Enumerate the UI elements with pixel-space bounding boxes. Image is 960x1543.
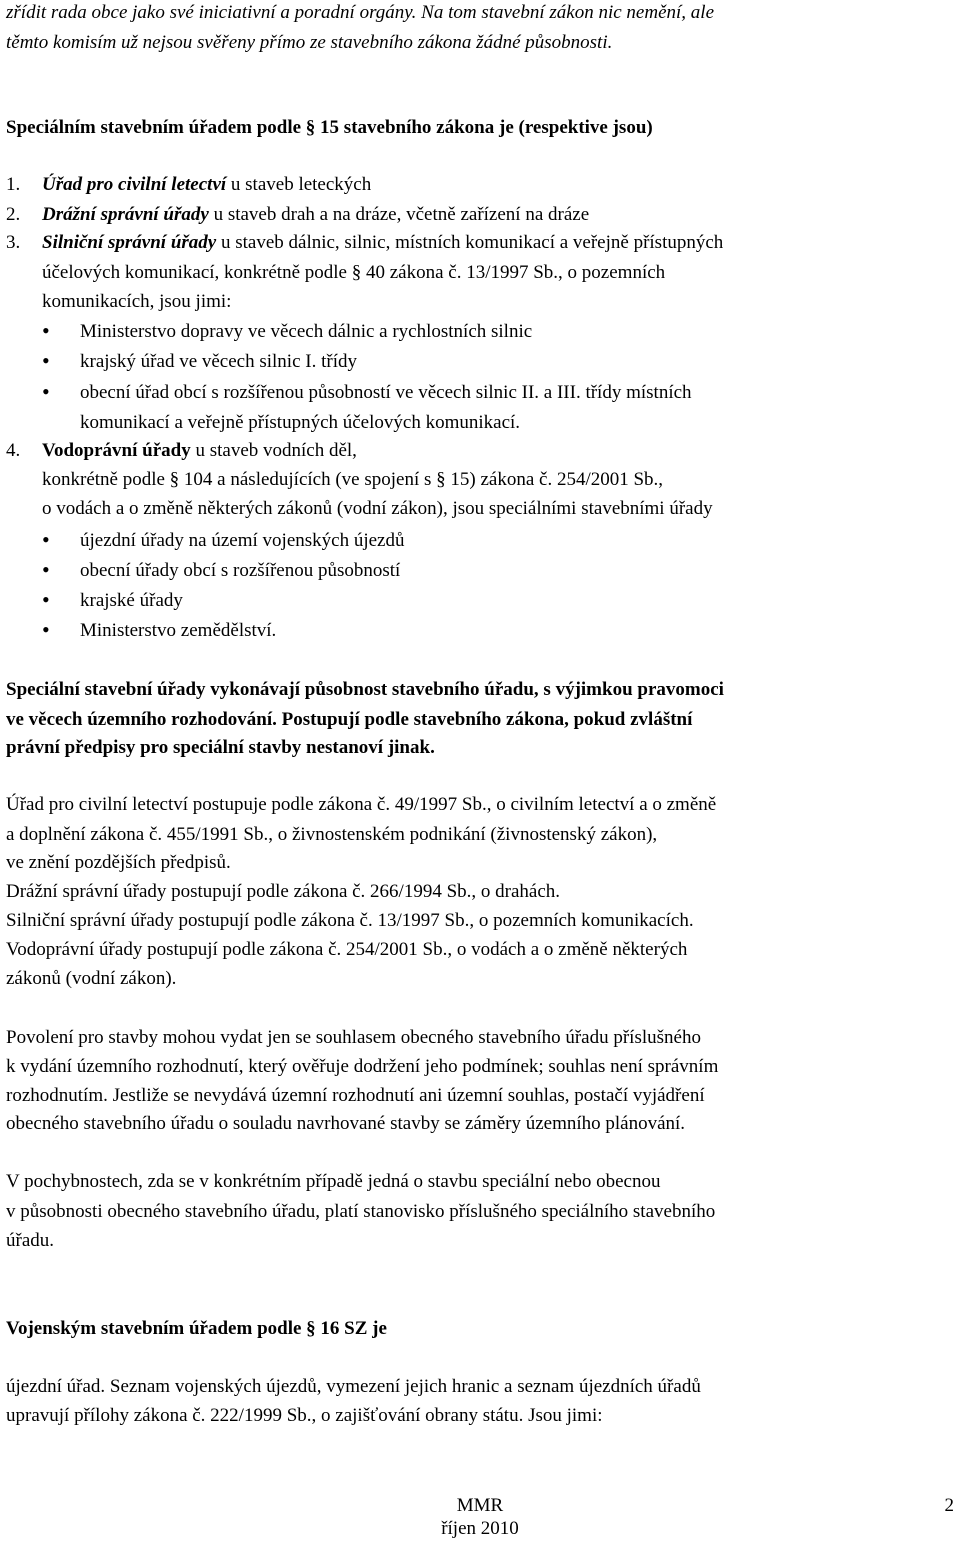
list-item-3-line-3: komunikacích, jsou jimi: bbox=[42, 291, 232, 312]
list-item-3-bullet-3-cont: komunikací a veřejně přístupných účelových komunikací. bbox=[80, 412, 521, 433]
permit-line-1: Povolení pro stavby mohou vydat jen se souhlasem obecného stavebního úřadu příslušného bbox=[6, 1027, 701, 1048]
list-item-4-title: Vodoprávní úřady bbox=[42, 440, 191, 461]
doubt-line-3: úřadu. bbox=[6, 1230, 55, 1251]
laws-line-5: Silniční správní úřady postupují podle zákona č. 13/1997 Sb., o pozemních komunikacích. bbox=[6, 910, 694, 931]
list-item-1-title: Úřad pro civilní letectví bbox=[42, 174, 227, 195]
list-number-1: 1. bbox=[6, 174, 21, 195]
bullet-icon: • bbox=[42, 527, 50, 552]
list-item-3-title: Silniční správní úřady bbox=[42, 232, 217, 253]
permit-line-3: rozhodnutím. Jestliže se nevydává územní rozhodnutí ani územní souhlas, postačí vyjádření bbox=[6, 1085, 705, 1106]
list-item-4-text: u staveb vodních děl, bbox=[190, 440, 357, 461]
laws-line-4: Drážní správní úřady postupují podle zákona č. 266/1994 Sb., o drahách. bbox=[6, 881, 561, 902]
bullet-icon: • bbox=[42, 617, 50, 642]
intro-line-1: zřídit rada obce jako své iniciativní a poradní orgány. Na tom stavební zákon nic nemění, ale bbox=[6, 2, 715, 23]
permit-line-2: k vydání územního rozhodnutí, který ověřuje dodržení jeho podmínek; souhlas není správním bbox=[6, 1056, 719, 1077]
laws-line-7: zákonů (vodní zákon). bbox=[6, 968, 177, 989]
list-item-1-text: u staveb leteckých bbox=[226, 174, 372, 195]
list-item-4-line-2: konkrétně podle § 104 a následujících (ve spojení s § 15) zákona č. 254/2001 Sb., bbox=[42, 469, 664, 490]
list-number-4: 4. bbox=[6, 440, 21, 461]
list-item-3-text: u staveb dálnic, silnic, místních komunikací a veřejně přístupných bbox=[216, 232, 724, 253]
list-item-2-text: u staveb drah a na dráze, včetně zařízení na dráze bbox=[208, 204, 590, 225]
list-item-4-line-3: o vodách a o změně některých zákonů (vodní zákon), jsou speciálními stavebními úřady bbox=[42, 498, 713, 519]
bold-para-line-1: Speciální stavební úřady vykonávají působnost stavebního úřadu, s výjimkou pravomoci bbox=[6, 679, 724, 700]
laws-line-3: ve znění pozdějších předpisů. bbox=[6, 852, 231, 873]
page-number: 2 bbox=[944, 1495, 954, 1516]
list-item-4-bullet-4: Ministerstvo zemědělství. bbox=[80, 620, 277, 641]
special-heading: Speciálním stavebním úřadem podle § 15 stavebního zákona je (respektive jsou) bbox=[6, 117, 653, 138]
bullet-icon: • bbox=[42, 587, 50, 612]
laws-line-1: Úřad pro civilní letectví postupuje podle zákona č. 49/1997 Sb., o civilním letectví a o změně bbox=[6, 794, 717, 815]
list-item-2 bbox=[42, 200, 948, 230]
intro-line-2: těmto komisím už nejsou svěřeny přímo ze stavebního zákona žádné působnosti. bbox=[6, 32, 613, 53]
list-number-2: 2. bbox=[6, 204, 21, 225]
bold-para-line-2: ve věcech územního rozhodování. Postupují podle stavebního zákona, pokud zvláštní bbox=[6, 709, 693, 730]
list-item-2-title: Drážní správní úřady bbox=[42, 204, 209, 225]
list-item-3-line-2: účelových komunikací, konkrétně podle § 40 zákona č. 13/1997 Sb., o pozemních bbox=[42, 262, 666, 283]
footer-date: říjen 2010 bbox=[441, 1518, 519, 1539]
list-number-3: 3. bbox=[6, 232, 21, 253]
list-item-3-bullet-3: obecní úřad obcí s rozšířenou působností ve věcech silnic II. a III. třídy místních bbox=[80, 382, 692, 403]
military-line-1: újezdní úřad. Seznam vojenských újezdů, vymezení jejich hranic a seznam újezdních úřadů bbox=[6, 1376, 701, 1397]
list-item-4-bullet-1: újezdní úřady na území vojenských újezdů bbox=[80, 530, 405, 551]
military-heading: Vojenským stavebním úřadem podle § 16 SZ je bbox=[6, 1318, 387, 1339]
footer-org: MMR bbox=[456, 1495, 504, 1516]
list-item-3-bullet-1: Ministerstvo dopravy ve věcech dálnic a rychlostních silnic bbox=[80, 321, 533, 342]
list-item-4 bbox=[42, 436, 948, 466]
permit-line-4: obecného stavebního úřadu o souladu navrhované stavby se záměry územního plánování. bbox=[6, 1113, 686, 1134]
bold-para-line-3: právní předpisy pro speciální stavby nestanoví jinak. bbox=[6, 737, 435, 758]
list-item-4-bullet-2: obecní úřady obcí s rozšířenou působností bbox=[80, 560, 401, 581]
list-item-1 bbox=[42, 170, 948, 200]
bullet-icon: • bbox=[42, 348, 50, 373]
laws-line-2: a doplnění zákona č. 455/1991 Sb., o živnostenském podnikání (živnostenský zákon), bbox=[6, 824, 658, 845]
list-item-3 bbox=[42, 228, 948, 258]
list-item-4-bullet-3: krajské úřady bbox=[80, 590, 183, 611]
list-item-3-bullet-2: krajský úřad ve věcech silnic I. třídy bbox=[80, 351, 357, 372]
doubt-line-2: v působnosti obecného stavebního úřadu, platí stanovisko příslušného speciálního stavebního bbox=[6, 1201, 716, 1222]
doubt-line-1: V pochybnostech, zda se v konkrétním případě jedná o stavbu speciální nebo obecnou bbox=[6, 1171, 661, 1192]
bullet-icon: • bbox=[42, 318, 50, 343]
military-line-2: upravují přílohy zákona č. 222/1999 Sb., o zajišťování obrany státu. Jsou jimi: bbox=[6, 1405, 603, 1426]
laws-line-6: Vodoprávní úřady postupují podle zákona č. 254/2001 Sb., o vodách a o změně některých bbox=[6, 939, 688, 960]
bullet-icon: • bbox=[42, 557, 50, 582]
bullet-icon: • bbox=[42, 379, 50, 404]
